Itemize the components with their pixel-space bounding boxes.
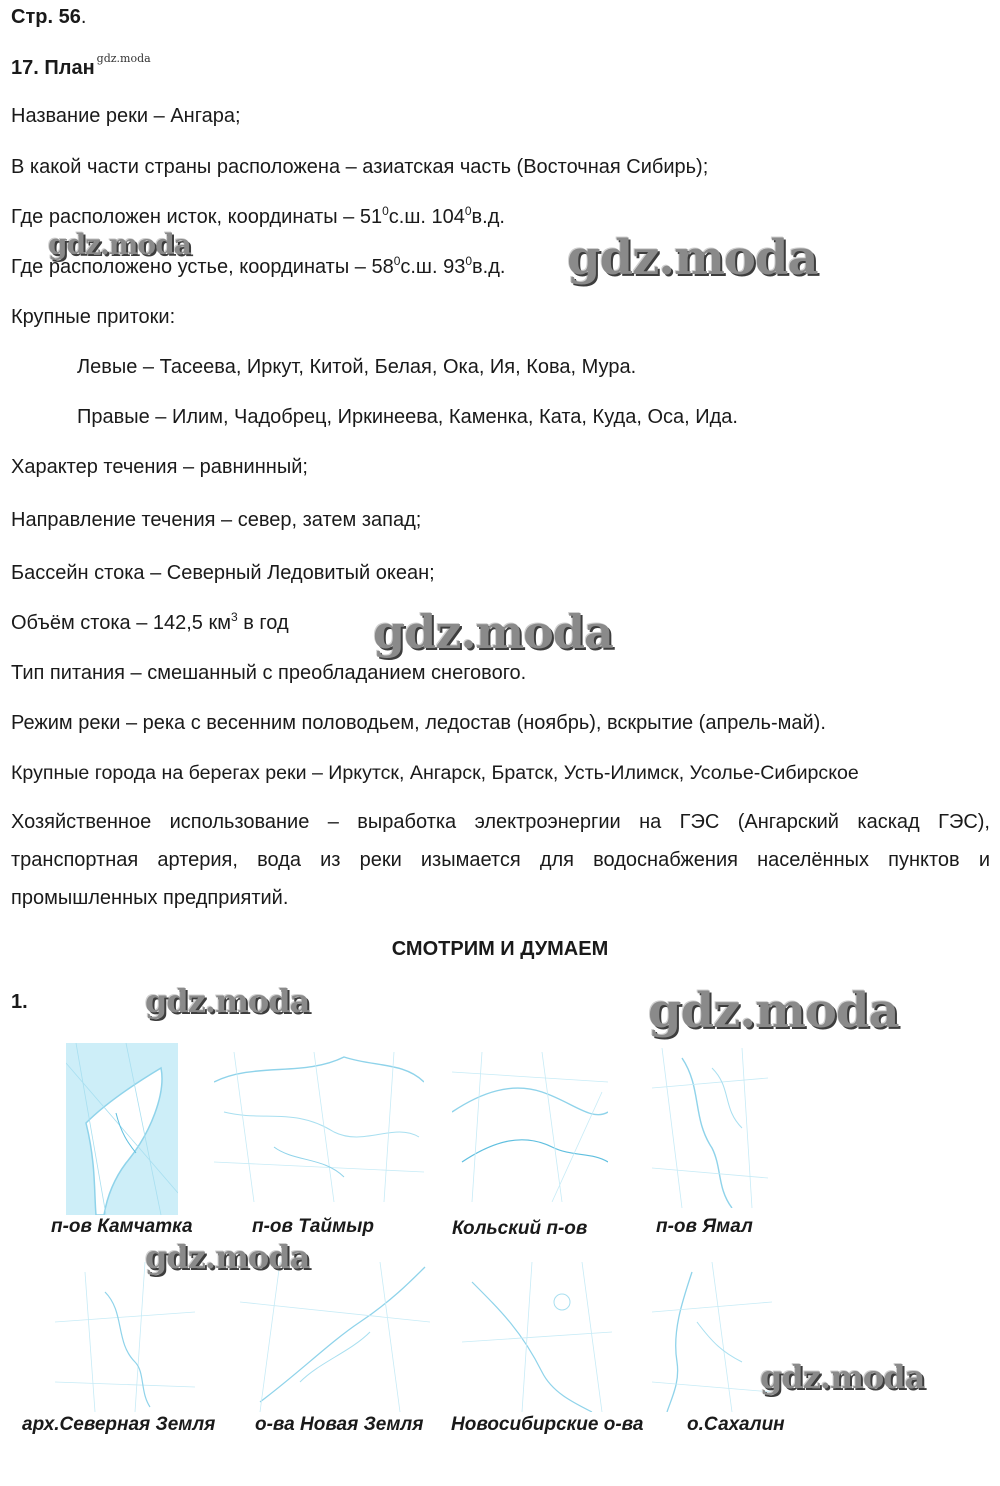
novosibirsk-islands-map [462, 1262, 612, 1412]
yamal-map [652, 1048, 768, 1208]
tributaries-label: Крупные притоки: [11, 306, 176, 328]
watermark: gdz.moda [648, 983, 899, 1039]
watermark: gdz.moda [567, 230, 818, 286]
mouth-degree-1: 0 [393, 254, 401, 268]
page-number-text: Стр. 56 [11, 6, 81, 28]
river-name: Название реки – Ангара; [11, 105, 241, 127]
map-caption-severnaya-zemlya: арх.Северная Земля [22, 1414, 216, 1435]
volume-prefix: Объём стока – 142,5 км [11, 612, 231, 634]
river-location: В какой части страны расположена – азиатская часть (Восточная Сибирь); [11, 156, 709, 178]
flow-character: Характер течения – равнинный; [11, 456, 308, 478]
kola-map [452, 1052, 608, 1202]
section-heading: СМОТРИМ И ДУМАЕМ [391, 938, 609, 960]
watermark: gdz.moda [48, 228, 191, 261]
volume-suffix: в год [237, 612, 289, 634]
task-title [11, 52, 151, 83]
mouth-prefix: Где расположено устье, координаты – 58 [11, 256, 394, 278]
watermark: gdz.moda [760, 1358, 925, 1396]
map-caption-novosibirsk-islands: Новосибирские о-ва [451, 1414, 644, 1435]
mouth-degree-2: 0 [465, 254, 473, 268]
sakhalin-map [652, 1262, 772, 1412]
map-caption-novaya-zemlya: о-ва Новая Земля [255, 1414, 424, 1435]
source-mid: с.ш. 104 [388, 206, 465, 228]
flow-direction: Направление течения – север, затем запад; [11, 509, 422, 531]
source-prefix: Где расположен исток, координаты – 51 [11, 206, 383, 228]
kamchatka-map [66, 1043, 178, 1215]
map-caption-taymyr: п-ов Таймыр [252, 1216, 374, 1237]
feeding-type: Тип питания – смешанный с преобладанием снегового. [11, 662, 527, 684]
map-caption-sakhalin: о.Сахалин [687, 1414, 785, 1435]
novaya-zemlya-map [240, 1262, 430, 1412]
taymyr-map [214, 1052, 424, 1202]
page-number [11, 5, 86, 29]
source-degree-2: 0 [464, 204, 472, 218]
source-suffix: в.д. [471, 206, 505, 228]
mouth-suffix: в.д. [472, 256, 506, 278]
task-title-text: 17. План [11, 57, 95, 79]
flow-volume [11, 611, 289, 635]
economic-usage: Хозяйственное использование – выработка электроэнергии на ГЭС (Ангарский каскад ГЭС), транспортная артерия, вода из реки изымается для водоснабжения населённых пунктов и промышленных предприятий. [11, 811, 990, 909]
river-cities: Крупные города на берегах реки – Иркутск, Ангарск, Братск, Усть-Илимск, Усолье-Сибирское [11, 762, 859, 784]
left-tributaries: Левые – Тасеева, Иркут, Китой, Белая, Ока, Ия, Кова, Мура. [77, 356, 637, 378]
right-tributaries: Правые – Илим, Чадобрец, Иркинеева, Каменка, Ката, Куда, Оса, Ида. [77, 406, 738, 428]
map-caption-kola: Кольский п-ов [452, 1218, 588, 1239]
mouth-mid: с.ш. 93 [400, 256, 466, 278]
severnaya-zemlya-map [55, 1262, 195, 1412]
volume-superscript: 3 [231, 610, 238, 624]
map-caption-yamal: п-ов Ямал [656, 1216, 753, 1237]
basin: Бассейн стока – Северный Ледовитый океан; [11, 562, 435, 584]
watermark: gdz.moda [145, 982, 310, 1020]
river-source [11, 205, 505, 229]
watermark: gdz.moda [145, 1238, 310, 1276]
task-number: 1. [11, 991, 28, 1013]
watermark: gdz.moda [373, 605, 613, 659]
river-regime: Режим реки – река с весенним половодьем, ледостав (ноябрь), вскрытие (апрель-май). [11, 712, 826, 734]
map-caption-kamchatka: п-ов Камчатка [51, 1216, 193, 1237]
title-watermark: gdz.moda [96, 52, 151, 65]
source-degree-1: 0 [382, 204, 389, 218]
page-number-dot: . [80, 6, 87, 28]
